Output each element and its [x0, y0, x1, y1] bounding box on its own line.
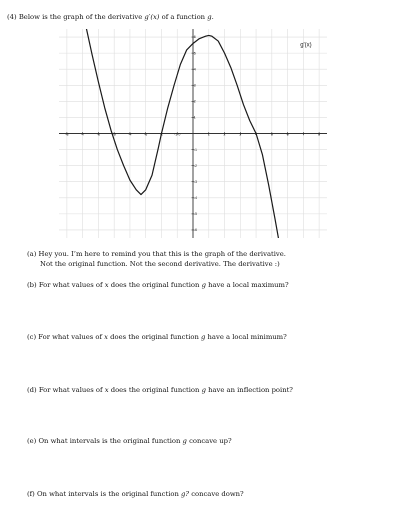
part-e-end: concave up?: [189, 437, 232, 445]
part-b-post: does the original function: [110, 281, 200, 289]
x-tick-label: -4: [128, 132, 132, 137]
y-tick-label: -5: [193, 212, 198, 217]
x-tick-label: -2: [159, 132, 164, 137]
x-tick-label: 3: [239, 132, 242, 137]
part-b-var: x: [104, 281, 109, 289]
y-tick-label: -6: [193, 228, 198, 233]
part-c: [27, 333, 287, 343]
part-f-end: concave down?: [191, 490, 244, 498]
intro-derivative: g′(x): [144, 13, 160, 21]
x-tick-label: -3: [144, 132, 148, 137]
part-d-post: does the original function: [110, 386, 200, 394]
part-b-pre: (b) For what values of: [27, 281, 103, 289]
part-b: [27, 281, 289, 291]
part-d: [27, 386, 293, 396]
x-tick-label: 6: [286, 132, 289, 137]
x-tick-label: -5: [112, 132, 116, 137]
part-d-end: have an inflection point?: [208, 386, 293, 394]
part-a: [27, 250, 286, 269]
x-tick-label: -8: [65, 132, 69, 137]
y-tick-label: 6: [193, 35, 196, 40]
x-tick-label: -7: [81, 132, 85, 137]
part-e-pre: (e) On what intervals is the original function: [27, 437, 181, 445]
y-tick-label: 2: [193, 99, 196, 104]
y-tick-label: -2: [193, 163, 198, 168]
x-tick-label: -6: [96, 132, 101, 137]
intro-mid: of a function: [161, 13, 206, 21]
y-tick-label: -4: [193, 196, 198, 201]
problem-number: (4): [7, 13, 17, 21]
part-c-fn: g: [201, 333, 206, 341]
part-c-post: does the original function: [110, 333, 199, 341]
part-c-end: have a local minimum?: [207, 333, 287, 341]
part-f: [27, 490, 244, 500]
y-tick-label: 3: [193, 83, 196, 88]
derivative-graph: [59, 29, 327, 238]
problem-statement: [7, 13, 214, 21]
part-d-var: x: [104, 386, 109, 394]
y-tick-label: 5: [193, 51, 196, 56]
y-tick-label: 4: [193, 67, 196, 72]
part-a-line2: Not the original function. Not the second derivative. The derivative :): [40, 259, 280, 268]
derivative-chart: [59, 29, 327, 238]
x-tick-label: 7: [302, 132, 305, 137]
part-c-var: x: [104, 333, 108, 341]
x-tick-label: 4: [255, 132, 258, 137]
intro-text: Below is the graph of the derivative: [18, 13, 143, 21]
part-f-pre: (f) On what intervals is the original function: [27, 490, 179, 498]
part-b-end: have a local maximum?: [208, 281, 289, 289]
x-tick-label: 8: [318, 132, 321, 137]
part-d-fn: g: [201, 386, 206, 394]
part-b-fn: g: [201, 281, 206, 289]
part-a-line1: (a) Hey you. I’m here to remind you that this is the graph of the derivative.: [27, 250, 286, 258]
part-f-fn: g?: [181, 490, 190, 498]
part-e: [27, 437, 232, 447]
x-tick-label: -1 0: [174, 132, 181, 137]
y-tick-label: -1: [193, 147, 198, 152]
x-tick-label: 2: [223, 132, 226, 137]
intro-end: .: [211, 13, 214, 21]
y-tick-label: 1: [193, 115, 196, 120]
part-d-pre: (d) For what values of: [27, 386, 103, 394]
x-tick-label: 1: [207, 132, 210, 137]
intro-function: g: [207, 13, 212, 21]
curve-label: g'(x): [300, 42, 312, 49]
part-e-fn: g: [182, 437, 187, 445]
y-tick-label: -3: [193, 179, 198, 184]
part-c-pre: (c) For what values of: [27, 333, 102, 341]
x-tick-label: 5: [270, 132, 273, 137]
